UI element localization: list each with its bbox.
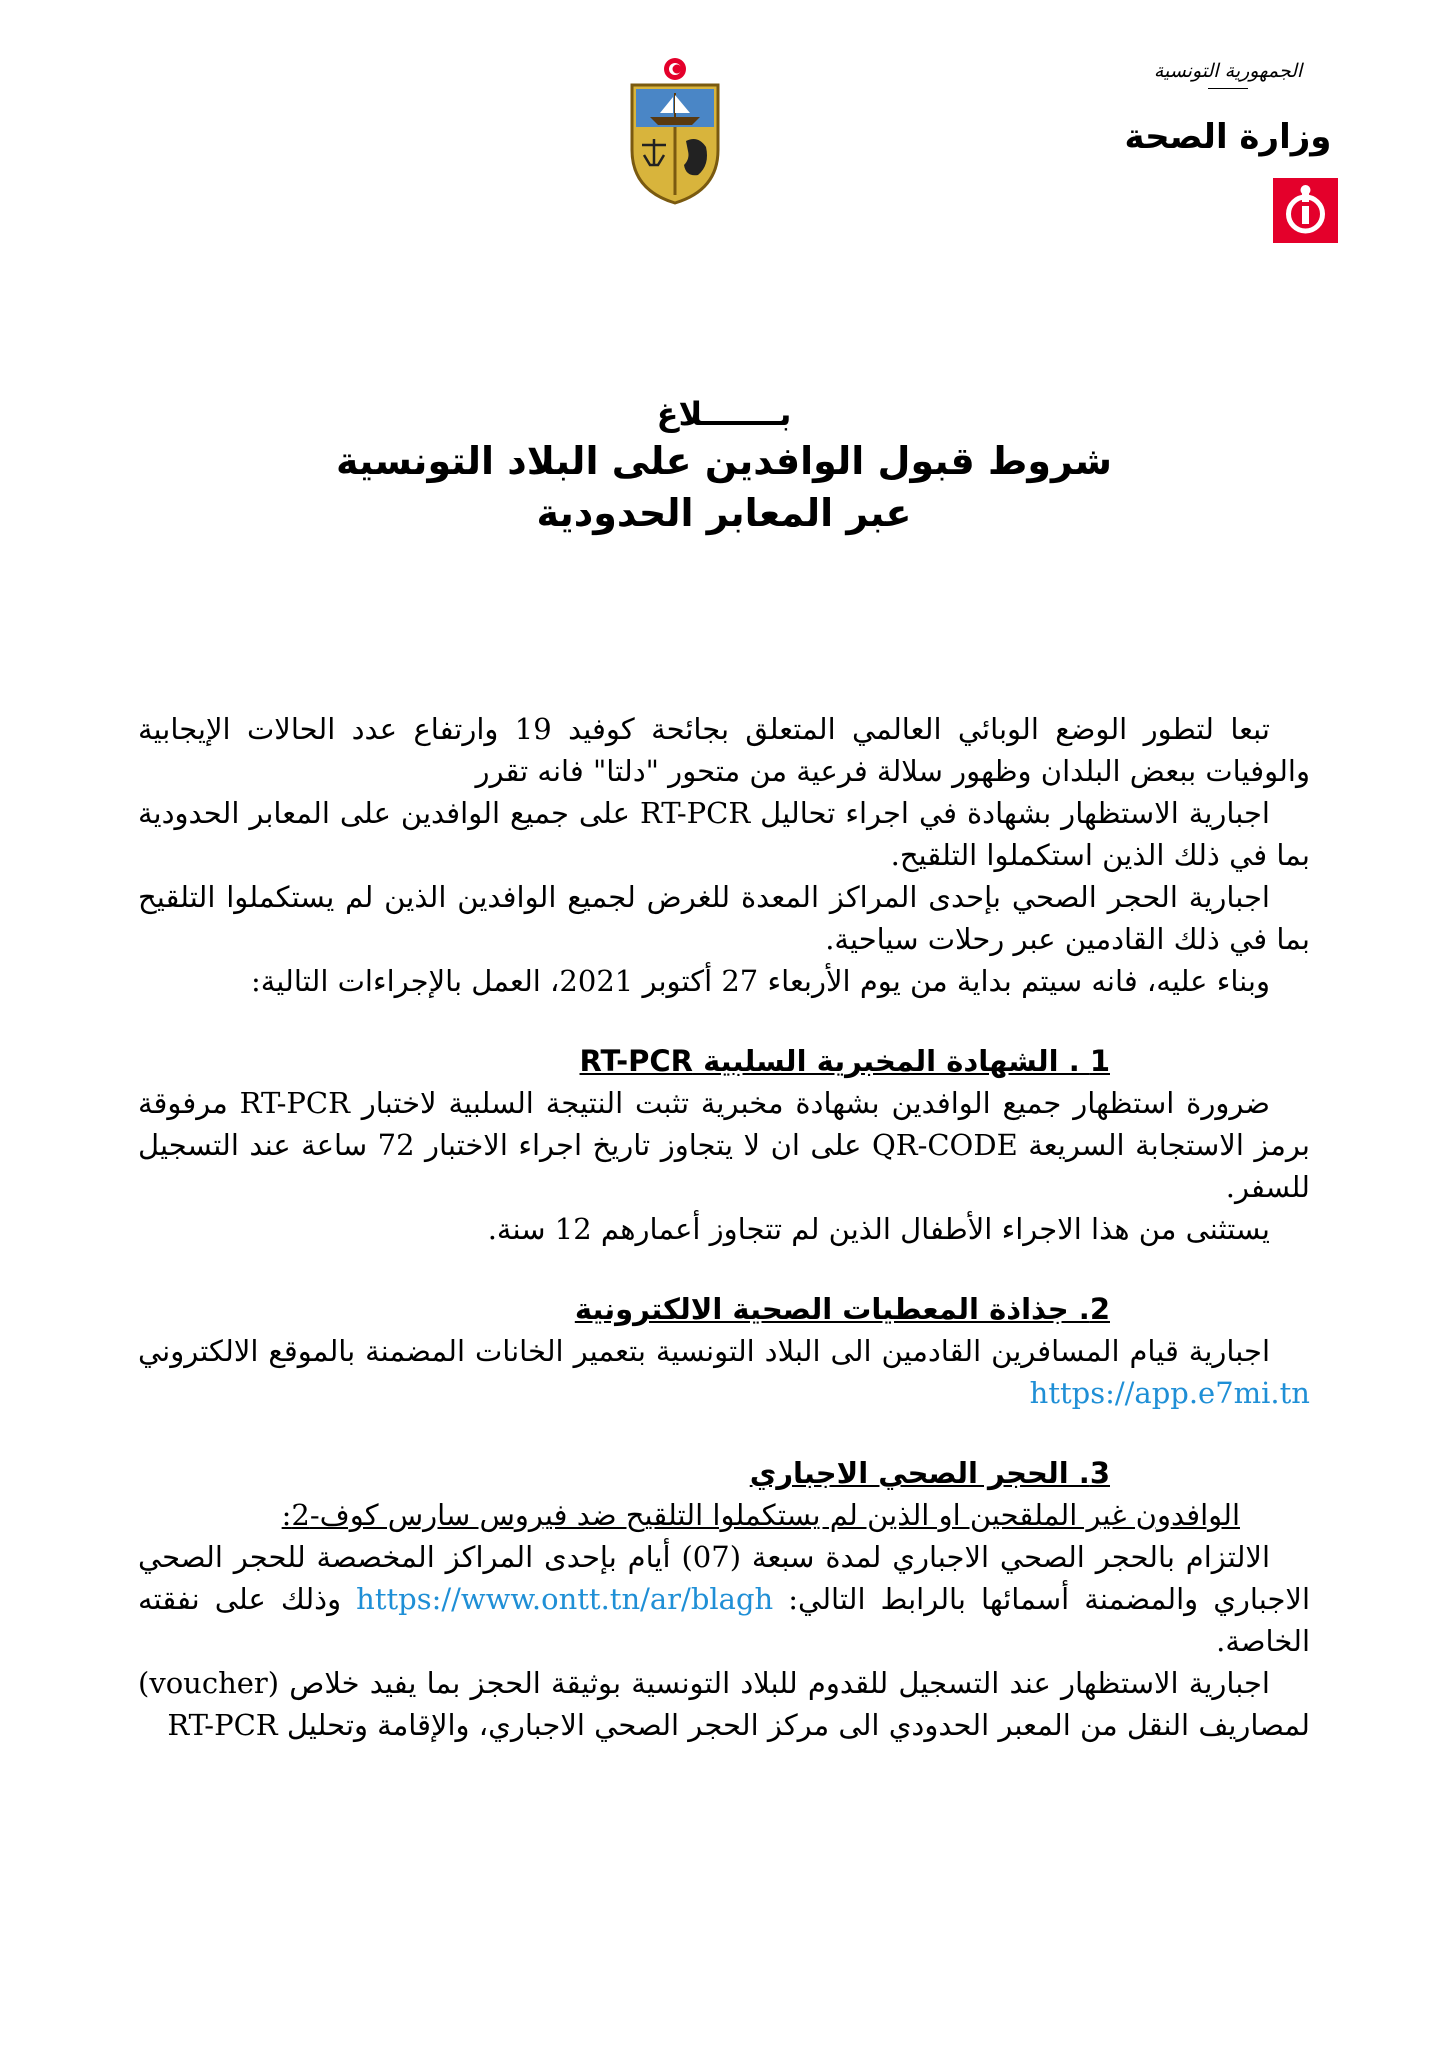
document-body — [138, 708, 1310, 1746]
intro-paragraph-1: تبعا لتطور الوضع الوبائي العالمي المتعلق بجائحة كوفيد 19 وارتفاع عدد الحالات الإيجابية والوفيات ببعض البلدان وظهور سلالة فرعية من متحور "دلتا" فانه تقرر — [138, 712, 1310, 788]
intro-paragraph-2: اجبارية الاستظهار بشهادة في اجراء تحاليل RT-PCR على جميع الوافدين على المعابر الحدودية بما في ذلك الذين استكملوا التلقيح. — [138, 796, 1310, 872]
section-1-paragraph-2: يستثنى من هذا الاجراء الأطفال الذين لم تتجاوز أعمارهم 12 سنة. — [487, 1212, 1270, 1246]
page-title: شروط قبول الوافدين على البلاد التونسية — [335, 439, 1113, 483]
section-3-paragraph-2: اجبارية الاستظهار عند التسجيل للقدوم للبلاد التونسية بوثيقة الحجز بما يفيد خلاص (voucher) لمصاريف النقل من المعبر الحدودي الى مركز الحجر الصحي الاجباري، والإقامة وتحليل RT-PCR — [138, 1666, 1310, 1742]
e7mi-link[interactable]: https://app.e7mi.tn — [1029, 1376, 1310, 1410]
announcement-label: بـــــــلاغ — [656, 395, 792, 433]
divider — [1208, 88, 1248, 89]
intro-paragraph-3: اجبارية الحجر الصحي بإحدى المراكز المعدة للغرض لجميع الوافدين الذين لم يستكملوا التلقيح بما في ذلك القادمين عبر رحلات سياحية. — [138, 880, 1310, 956]
section-3-tail: وذلك على نفقته الخاصة. — [138, 1582, 1310, 1658]
page-subtitle: عبر المعابر الحدودية — [536, 491, 912, 535]
intro-paragraph-4: وبناء عليه، فانه سيتم بداية من يوم الأربعاء 27 أكتوبر 2021، العمل بالإجراءات التالية: — [250, 964, 1270, 998]
section-2-heading: 2. جذاذة المعطيات الصحية الالكترونية — [574, 1292, 1110, 1326]
section-2-paragraph — [138, 1330, 1310, 1414]
title-block — [200, 395, 1248, 535]
ministry-name: وزارة الصحة — [1124, 117, 1332, 157]
section-3-subheading: الوافدون غير الملقحين او الذين لم يستكملوا التلقيح ضد فيروس سارس كوف-2: — [281, 1498, 1240, 1532]
section-1-paragraph-1: ضرورة استظهار جميع الوافدين بشهادة مخبرية تثبت النتيجة السلبية لاختبار RT-PCR مرفوقة برمز الاستجابة السريعة QR-CODE على ان لا يتجاوز تاريخ اجراء الاختبار 72 ساعة عند التسجيل للسفر. — [138, 1086, 1310, 1204]
ontt-link[interactable]: https://www.ontt.tn/ar/blagh — [356, 1582, 774, 1616]
section-1-heading: 1 . الشهادة المخبرية السلبية RT-PCR — [579, 1044, 1110, 1078]
republic-label: الجمهورية التونسية — [1153, 60, 1303, 82]
section-2-text: اجبارية قيام المسافرين القادمين الى البلاد التونسية بتعمير الخانات المضمنة بالموقع الالكتروني — [138, 1334, 1270, 1368]
coat-of-arms-icon — [620, 55, 730, 205]
section-3-heading: 3. الحجر الصحي الاجباري — [749, 1456, 1110, 1490]
section-3-paragraph-1 — [138, 1536, 1310, 1662]
section-3-text: الالتزام بالحجر الصحي الاجباري لمدة سبعة (07) أيام بإحدى المراكز المخصصة للحجر الصحي الاجباري والمضمنة أسمائها بالرابط التالي: — [138, 1540, 1311, 1616]
ministry-logo-icon — [1273, 178, 1338, 243]
ministry-header — [1098, 60, 1358, 157]
